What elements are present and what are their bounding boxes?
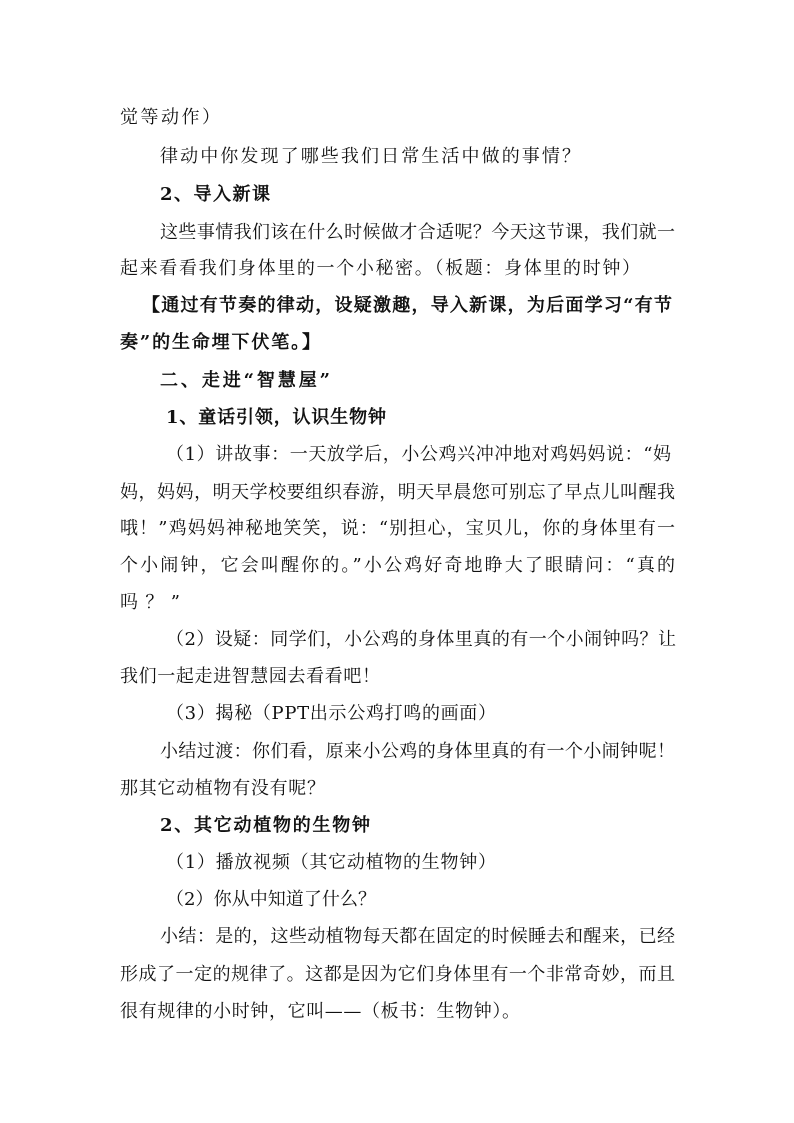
text-line-19: 那其它动植物有没有呢？ [120,778,326,799]
text-line-11: 妈，妈妈，明天学校要组织春游，明天早晨您可别忘了早点儿叫醒我 [120,482,676,503]
text-line-1: 觉等动作） [120,107,223,128]
text-line-21: （1）播放视频（其它动植物的生物钟） [166,852,497,873]
subsection-heading-biological-clock: 1、童话引领，认识生物钟 [166,407,387,428]
text-line-15: （2）设疑：同学们，小公鸡的身体里真的有一个小闹钟吗？让 [166,629,677,650]
text-line-4: 这些事情我们该在什么时候做才合适呢？今天这节课，我们就一 [160,222,676,243]
text-line-14: 吗？” [120,592,188,613]
text-line-17: （3）揭秘（PPT出示公鸡打鸣的画面） [166,703,497,724]
text-line-5: 起来看看我们身体里的一个小秘密。（板题：身体里的时钟） [120,258,642,279]
section-heading-import: 2、导入新课 [160,184,272,205]
subsection-heading-other-organisms: 2、其它动植物的生物钟 [160,815,372,836]
text-line-13: 个小闹钟，它会叫醒你的。”小公鸡好奇地睁大了眼睛问：“真的 [120,555,678,576]
text-line-18: 小结过渡：你们看，原来小公鸡的身体里真的有一个小闹钟呢！ [160,741,676,762]
text-line-22: （2）你从中知道了什么？ [166,889,377,910]
text-line-24: 形成了一定的规律了。这都是因为它们身体里有一个非常奇妙，而且 [120,964,676,985]
text-line-16: 我们一起走进智慧园去看看吧！ [120,666,381,687]
section-heading-wisdom-house: 二、走进“智慧屋” [160,370,333,391]
design-note-line-1: 【通过有节奏的律动，设疑激趣，导入新课，为后面学习“有节 [142,295,674,316]
text-line-2: 律动中你发现了哪些我们日常生活中做的事情？ [160,146,583,167]
text-line-10: （1）讲故事：一天放学后，小公鸡兴冲冲地对鸡妈妈说：“妈 [166,444,672,465]
text-line-25: 很有规律的小时钟，它叫——（板书：生物钟）。 [120,1001,521,1022]
design-note-line-2: 奏”的生命埋下伏笔。】 [120,332,322,353]
text-line-12: 哦！”鸡妈妈神秘地笑笑，说：“别担心，宝贝儿，你的身体里有一 [120,518,677,539]
text-line-23: 小结：是的，这些动植物每天都在固定的时候睡去和醒来，已经 [160,926,676,947]
